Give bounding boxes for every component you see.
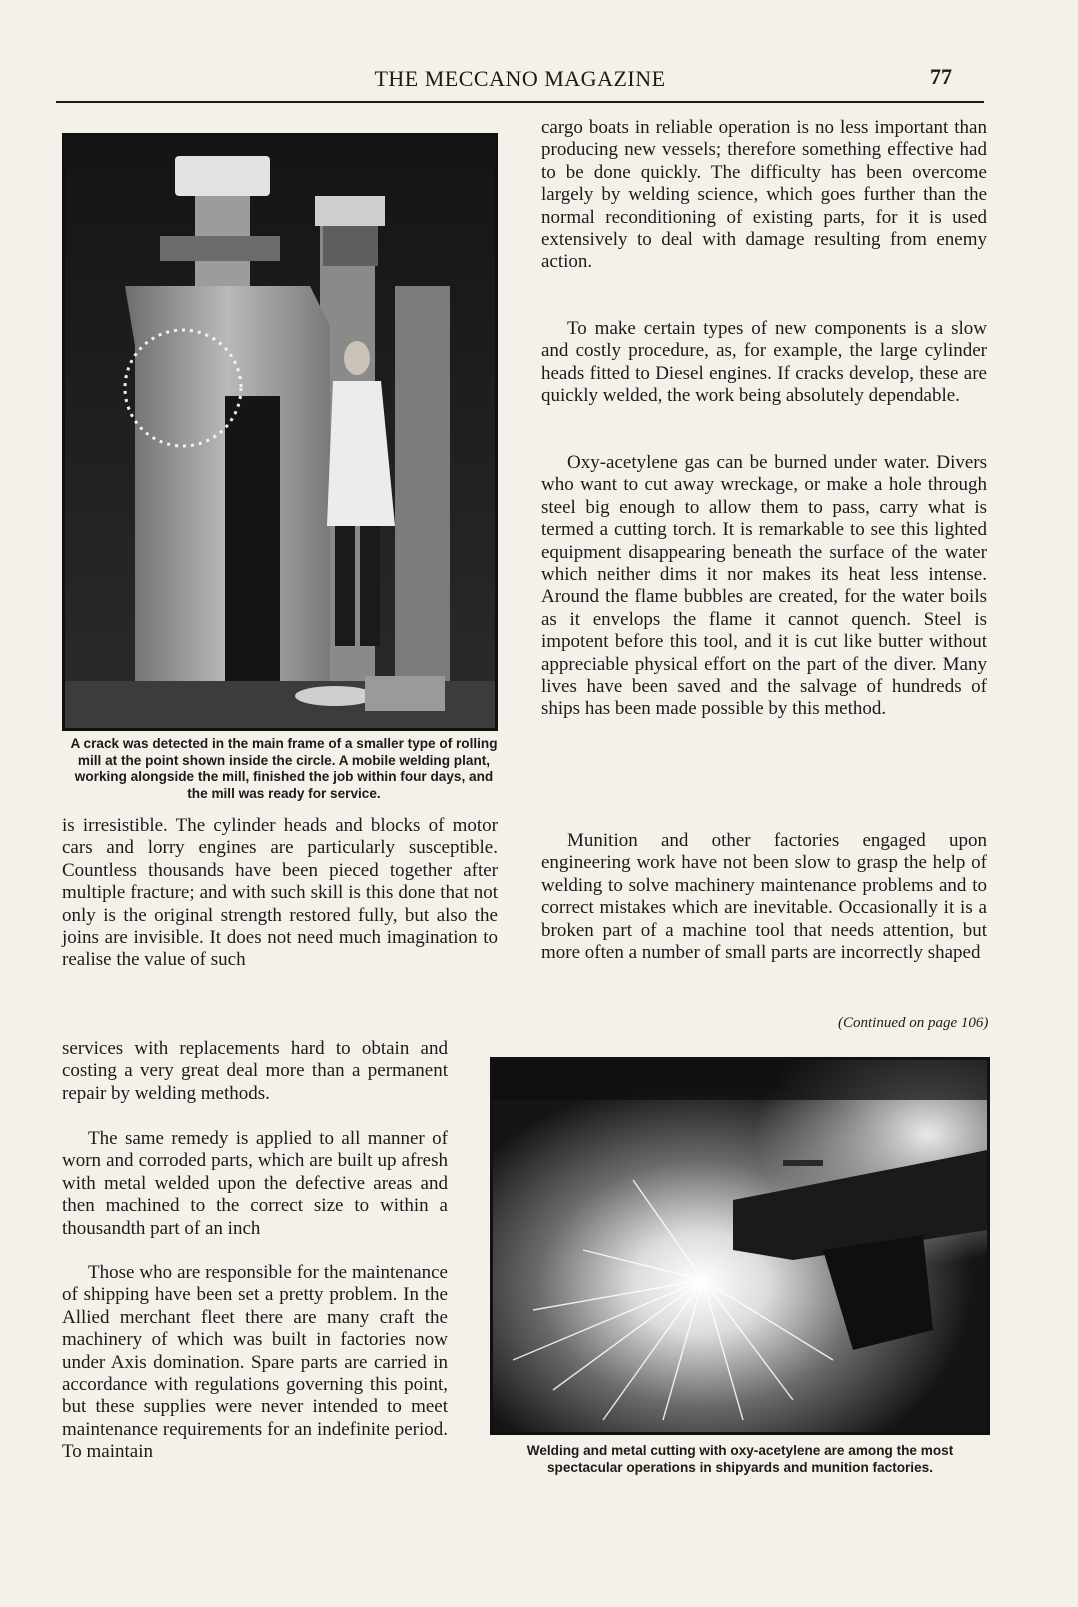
right-para-2: To make certain types of new components is a slow and costly procedure, as, for example, the large cylinder heads fitted to Diesel engines. If cracks develop, these are quickly welded, the work being absolutely dependable. — [541, 318, 987, 407]
header-rule — [56, 101, 984, 103]
right-para-3: Oxy-acetylene gas can be burned under water. Divers who want to cut away wreckage, or make a hole through steel big enough to allow them to pass, carry what is termed a cutting torch. It is remarkable to see this lighted equipment disappearing beneath the surface of the water which neither dims it nor makes its heat less intense. Around the flame bubbles are created, for the water boils as it envelops the flame it cannot quench. Steel is impotent before this tool, and it is cut like butter without appreciable physical effort on the part of the diver. Many lives have been saved and the salvage of hundreds of ships has been made possible by this method. — [541, 452, 987, 720]
welding-photo — [490, 1057, 990, 1435]
page-number: 77 — [930, 64, 952, 89]
figure1-caption: A crack was detected in the main frame of a smaller type of rolling mill at the point shown inside the circle. A mobile welding plant, working alongside the mill, finished the job within four days, and the mill was ready for service. — [70, 736, 498, 801]
left-para-1: is irresistible. The cylinder heads and blocks of motor cars and lorry engines are particularly susceptible. Countless thousands have been pieced together after multiple fracture; and with such skill is this done that not only is the original strength restored fully, but also the joins are invisible. It does not need much imagination to realise the value of such — [62, 815, 498, 971]
right-para-4: Munition and other factories engaged upon engineering work have not been slow to grasp the help of welding to solve machinery maintenance problems and to correct mistakes which are inevitable. Occasionally it is a broken part of a machine tool that needs attention, but more often a number of small parts are incorrectly shaped — [541, 830, 987, 964]
welding-image — [493, 1060, 987, 1432]
right-para-1: cargo boats in reliable operation is no less important than producing new vessels; therefore something effective had to be done quickly. The difficulty has been overcome largely by welding science, which goes further than the normal reconditioning of existing parts, for it is used extensively to deal with damage resulting from enemy action. — [541, 117, 987, 273]
continued-note: (Continued on page 106) — [838, 1015, 989, 1031]
rolling-mill-image — [65, 136, 495, 728]
rolling-mill-photo — [62, 133, 498, 731]
figure2-caption: Welding and metal cutting with oxy-acetylene are among the most spectacular operations in shipyards and munition factories. — [526, 1443, 954, 1475]
left-para-2: The same remedy is applied to all manner of worn and corroded parts, which are built up afresh with metal welded upon the defective areas and then machined to the correct size to within a thousandth part of an inch — [62, 1128, 448, 1239]
magazine-title: THE MECCANO MAGAZINE — [374, 66, 666, 91]
left-para-3: Those who are responsible for the maintenance of shipping have been set a pretty problem. In the Allied merchant fleet there are many craft the machinery of which was built in factories now under Axis domination. Spare parts are carried in accordance with regulations governing this point, but these supplies were never intended to meet maintenance requirements for an indefinite period. To maintain — [62, 1262, 448, 1463]
left-para-1b: services with replacements hard to obtain and costing a very great deal more than a permanent repair by welding methods. — [62, 1038, 448, 1104]
